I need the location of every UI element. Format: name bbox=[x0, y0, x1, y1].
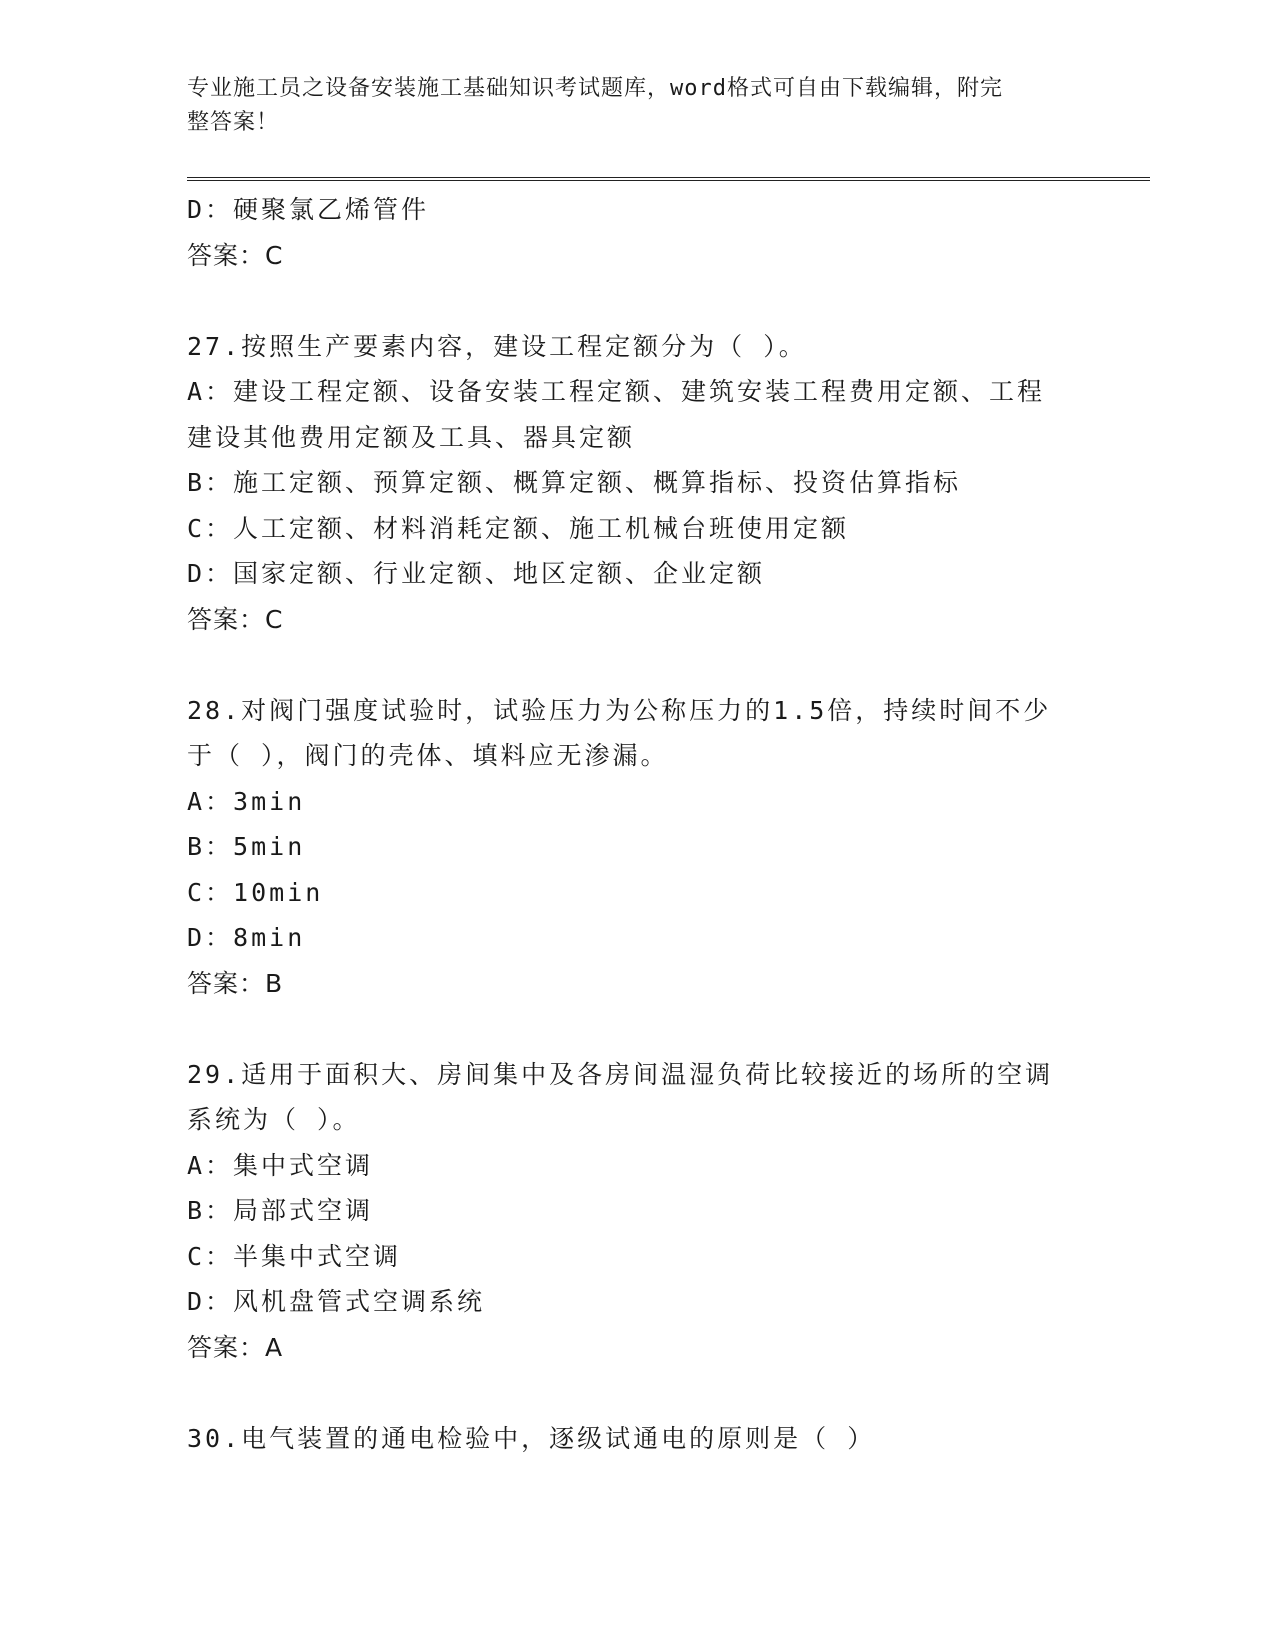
question-27 bbox=[187, 324, 1087, 643]
option-a: A：建设工程定额、设备安装工程定额、建筑安装工程费用定额、工程 bbox=[187, 377, 1046, 406]
header-line-1: 专业施工员之设备安装施工基础知识考试题库，word格式可自由下载编辑，附完 bbox=[187, 76, 1003, 101]
option-d-prev: D：硬聚氯乙烯管件 bbox=[187, 195, 430, 224]
spacer bbox=[187, 642, 1087, 688]
question-30 bbox=[187, 1416, 1087, 1462]
spacer bbox=[187, 1370, 1087, 1416]
header-divider bbox=[187, 177, 1150, 181]
question-stem: 29.适用于面积大、房间集中及各房间温湿负荷比较接近的场所的空调 bbox=[187, 1059, 1054, 1089]
option-a: A：集中式空调 bbox=[187, 1150, 374, 1180]
question-content bbox=[187, 187, 1087, 1461]
option-b: B：施工定额、预算定额、概算定额、概算指标、投资估算指标 bbox=[187, 468, 962, 497]
header-line-2: 整答案！ bbox=[187, 110, 280, 135]
spacer bbox=[187, 1006, 1087, 1052]
option-d: D：国家定额、行业定额、地区定额、企业定额 bbox=[187, 559, 766, 588]
option-b: B：局部式空调 bbox=[187, 1196, 374, 1225]
answer: 答案：A bbox=[187, 1332, 284, 1362]
option-a: A：3min bbox=[187, 786, 306, 816]
answer: 答案：B bbox=[187, 968, 284, 998]
option-c: C：半集中式空调 bbox=[187, 1241, 402, 1271]
question-stem-cont: 于（ ），阀门的壳体、填料应无渗漏。 bbox=[187, 741, 669, 770]
question-stem: 28.对阀门强度试验时，试验压力为公称压力的1.5倍，持续时间不少 bbox=[187, 695, 1052, 725]
spacer bbox=[187, 278, 1087, 324]
document-header bbox=[187, 72, 1067, 140]
option-c: C：10min bbox=[187, 877, 324, 907]
option-c: C：人工定额、材料消耗定额、施工机械台班使用定额 bbox=[187, 513, 850, 543]
option-b: B：5min bbox=[187, 832, 306, 861]
option-a-cont: 建设其他费用定额及工具、器具定额 bbox=[187, 422, 636, 452]
question-28 bbox=[187, 688, 1087, 1007]
question-stem-cont: 系统为（ ）。 bbox=[187, 1105, 361, 1134]
answer: 答案：C bbox=[187, 604, 284, 634]
answer-prev: 答案：C bbox=[187, 240, 284, 270]
option-d: D：8min bbox=[187, 923, 306, 952]
question-29 bbox=[187, 1052, 1087, 1371]
question-stem: 27.按照生产要素内容，建设工程定额分为（ ）。 bbox=[187, 331, 807, 361]
question-stem: 30.电气装置的通电检验中，逐级试通电的原则是（ ） bbox=[187, 1423, 876, 1453]
option-d: D：风机盘管式空调系统 bbox=[187, 1287, 486, 1316]
